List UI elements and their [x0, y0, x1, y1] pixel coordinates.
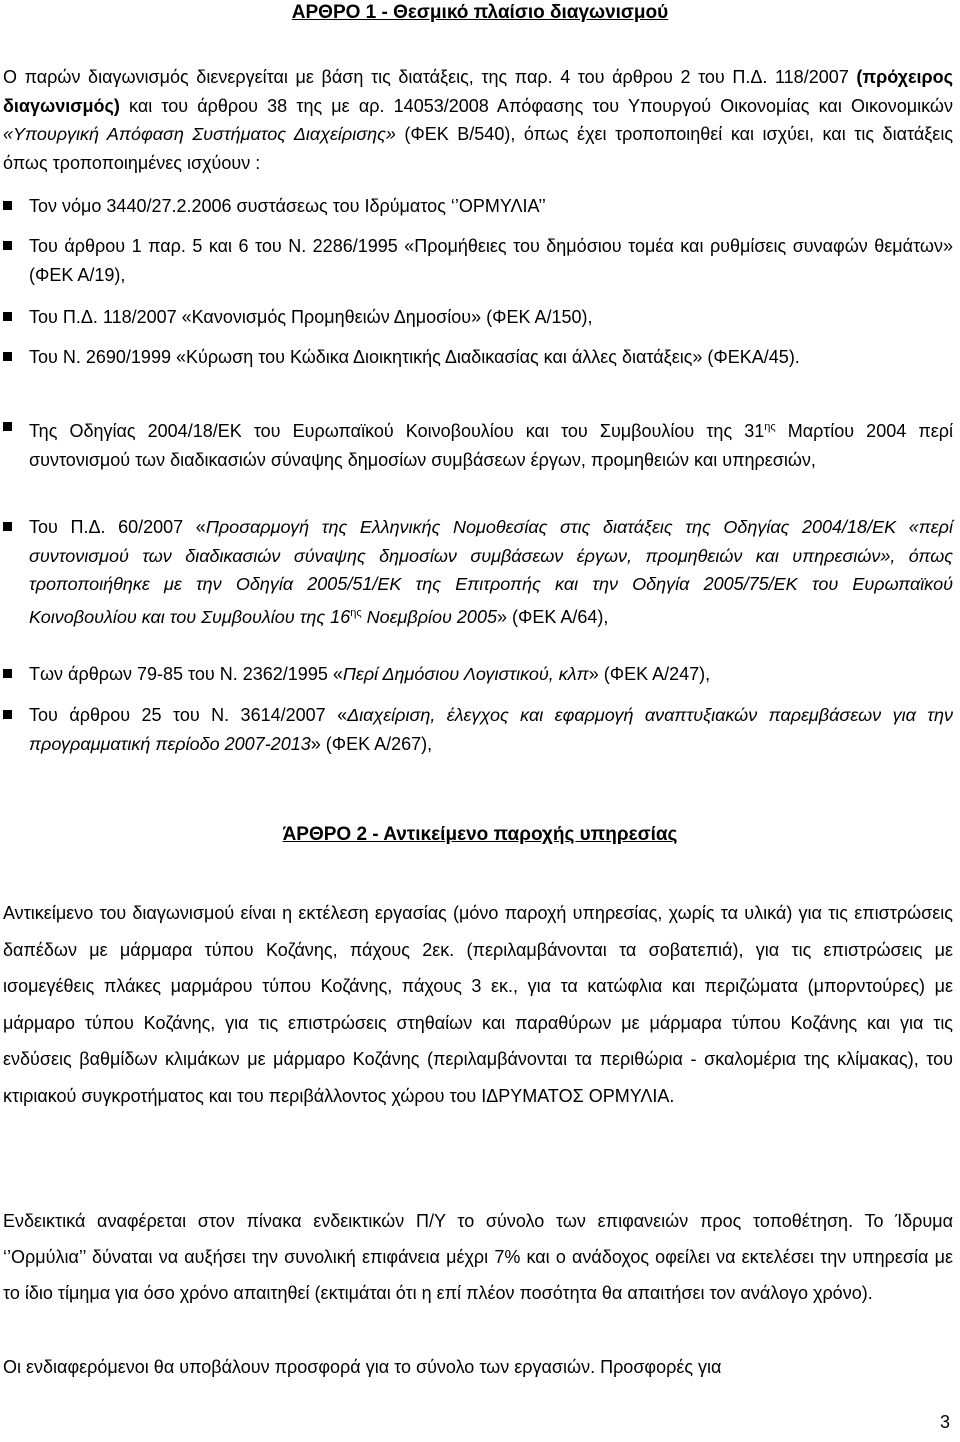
article-2-paragraph-1: Αντικείμενο του διαγωνισμού είναι η εκτέλεση εργασίας (μόνο παροχή υπηρεσίας, χωρίς τα υλικά) για τις επιστρώσεις δαπέδων με μάρμαρα τύπου Κοζάνης, πάχους 2εκ. (περιλαμβάνονται τα σοβατεπιά), για τις επιστρώσεις με ισομεγέθεις πλάκες μαρμάρου τύπου Κοζάνης, πάχους 3 εκ., για τα κατώφλια και περιζώματα (μπορντούρες) με μάρμαρο τύπου Κοζάνης, για τις επιστρώσεις στηθαίων και παραθύρων με μάρμαρα τύπου Κοζάνης και για τις ενδύσεις βαθμίδων κλιμάκων με μάρμαρο Κοζάνης (περιλαμβάνονται τα περιθώρια - σκαλομέρια της κλίμακας), του κτιριακού συγκροτήματος και του περιβάλλοντος χώρου του ΙΔΡΥΜΑΤΟΣ ΟΡΜΥΛΙΑ.: [3, 903, 953, 1106]
article-2-paragraph-3: Οι ενδιαφερόμενοι θα υποβάλουν προσφορά για το σύνολο των εργασιών. Προσφορές για: [3, 1357, 722, 1377]
article-2-paragraph-2: Ενδεικτικά αναφέρεται στον πίνακα ενδεικτικών Π/Υ το σύνολο των επιφανειών προς τοποθέτηση. Το Ίδρυμα ‘’Ορμύλια’’ δύναται να αυξήσει την συνολική επιφάνεια μέχρι 7% και ο ανάδοχος οφείλει να εκτελέσει την υπηρεσία με το ίδιο τίμημα για όσο χρόνο απαιτηθεί (εκτιμάται ότι η επί πλέον ποσότητα θα απαιτήσει τον ανάλογο χρόνο).: [3, 1211, 953, 1303]
bullet-square-icon: [3, 201, 12, 210]
list-item: Της Οδηγίας 2004/18/ΕΚ του Ευρωπαϊκού Κοινοβουλίου και του Συμβουλίου της $31^{\eta\varsigma}$ Μαρτίου 2004 περί συντονισμού των διαδικασιών σύναψης δημοσίων συμβάσεων έργων, προμηθειών και υπηρεσιών,: [3, 413, 953, 474]
bullet-square-icon: [3, 669, 12, 678]
list-item: Του άρθρου 25 του Ν. 3614/2007 «Διαχείριση, έλεγχος και εφαρμογή αναπτυξιακών παρεμβάσεων για την προγραμματική περίοδο 2007-2013» (ΦΕΚ Α/267),: [3, 701, 953, 758]
list-item: Του Π.Δ. 118/2007 «Κανονισμός Προμηθειών Δημοσίου» (ΦΕΚ Α/150),: [3, 303, 953, 332]
bullet-square-icon: [3, 312, 12, 321]
list-item: Τον νόμο 3440/27.2.2006 συστάσεως του Ιδρύματος ‘’ΟΡΜΥΛΙΑ’’: [3, 192, 953, 221]
list-item: Του Ν. 2690/1999 «Κύρωση του Κώδικα Διοικητικής Διαδικασίας και άλλες διατάξεις» (ΦΕΚΑ/45).: [3, 343, 953, 372]
list-item: Των άρθρων 79-85 του Ν. 2362/1995 «Περί Δημόσιου Λογιστικού, κλπ» (ΦΕΚ Α/247),: [3, 660, 953, 689]
bullet-square-icon: [3, 710, 12, 719]
page-number: 3: [939, 1412, 950, 1432]
bullet-square-icon: [3, 422, 12, 431]
bullet-square-icon: [3, 522, 12, 531]
bullet-square-icon: [3, 241, 12, 250]
list-item: Του Π.Δ. 60/2007 «Προσαρμογή της Ελληνικής Νομοθεσίας στις διατάξεις της Οδηγίας 2004/18/ΕΚ «περί συντονισμού των διαδικασιών σύναψης δημοσίων συμβάσεων έργων, προμηθειών και υπηρεσιών», όπως τροποποιήθηκε με την Οδηγία 2005/51/ΕΚ της Επιτροπής και την Οδηγία 2005/75/ΕΚ του Ευρωπαϊκού Κοινοβουλίου και του Συμβουλίου της $16^{\eta\varsigma}$ Νοεμβρίου 2005» (ΦΕΚ Α/64),: [3, 513, 953, 631]
article-1-intro: Ο παρών διαγωνισμός διενεργείται με βάση τις διατάξεις, της παρ. 4 του άρθρου 2 του Π.Δ. 118/2007 (πρόχειρος διαγωνισμός) και του άρθρου 38 της με αρ. 14053/2008 Απόφασης του Υπουργού Οικονομίας και Οικονομικών «Υπουργική Απόφαση Συστήματος Διαχείρισης» (ΦΕΚ Β/540), όπως έχει τροποποιηθεί και ισχύει, και τις διατάξεις όπως τροποποιημένες ισχύουν :: [3, 67, 953, 173]
article-2-heading: ΆΡΘΡΟ 2 - Αντικείμενο παροχής υπηρεσίας: [282, 824, 678, 845]
article-1-heading: ΑΡΘΡΟ 1 - Θεσμικό πλαίσιο διαγωνισμού: [291, 2, 669, 23]
bullet-square-icon: [3, 352, 12, 361]
list-item: Του άρθρου 1 παρ. 5 και 6 του Ν. 2286/1995 «Προμήθειες του δημόσιου τομέα και ρυθμίσεις συναφών θεμάτων» (ΦΕΚ Α/19),: [3, 232, 953, 289]
